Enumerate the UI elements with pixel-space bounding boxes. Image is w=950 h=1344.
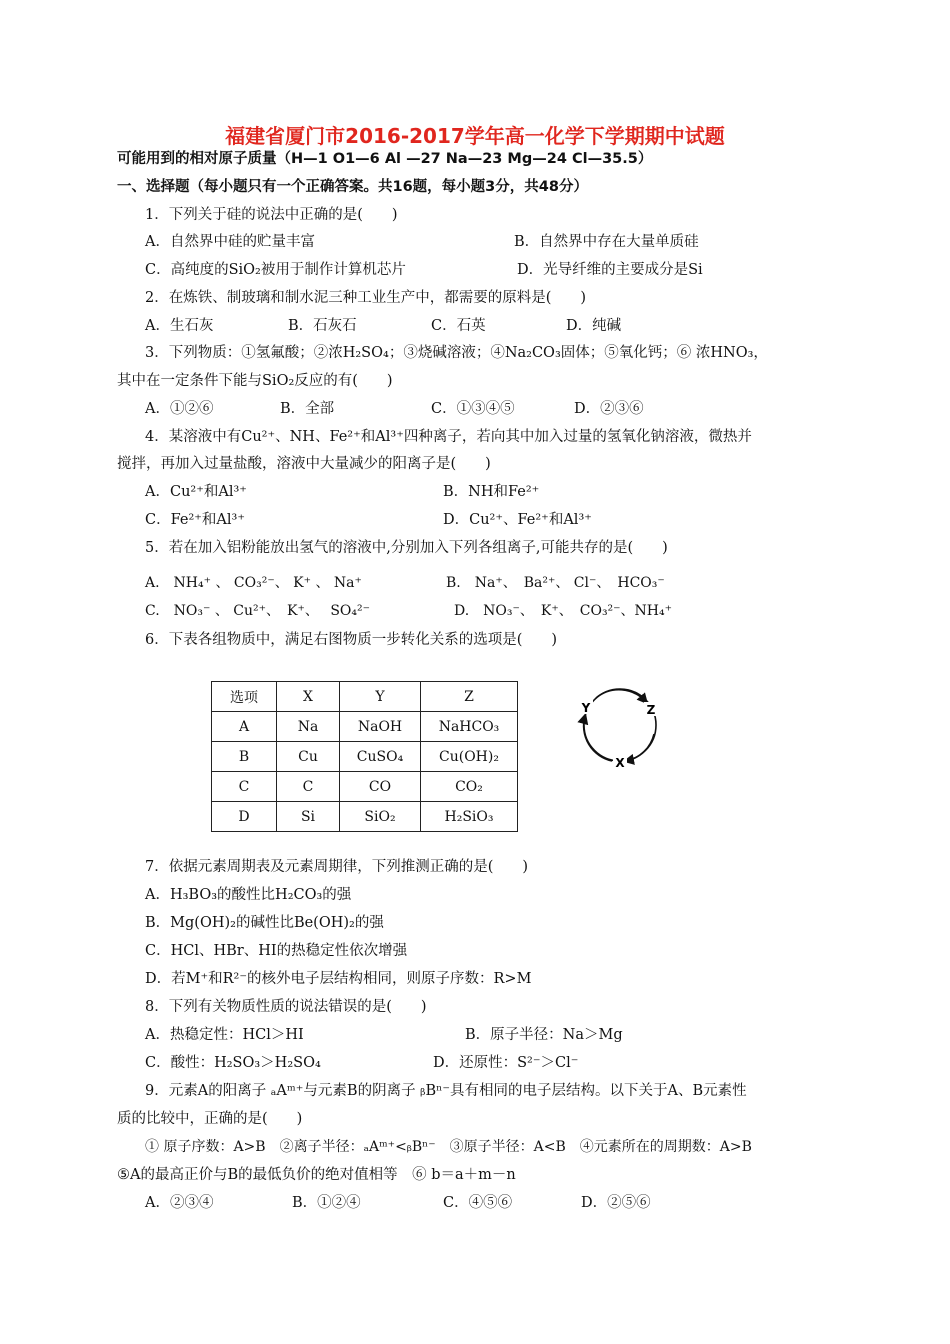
table-cell: D bbox=[212, 802, 277, 832]
q1-stem: 1．下列关于硅的说法中正确的是( ) bbox=[145, 207, 398, 223]
q3-option-a: A．①②⑥ bbox=[145, 401, 214, 417]
q8-stem: 8．下列有关物质性质的说法错误的是( ) bbox=[145, 999, 427, 1015]
q6-stem: 6．下表各组物质中，满足右图物质一步转化关系的选项是( ) bbox=[145, 632, 558, 648]
q5-option-c: C. NO₃⁻ 、 Cu²⁺、 K⁺、 SO₄²⁻ bbox=[145, 603, 371, 619]
node-z-label: Z bbox=[646, 703, 656, 717]
table-header-cell: Z bbox=[421, 682, 518, 712]
table-row bbox=[212, 802, 518, 832]
q8-option-c: C．酸性：H₂SO₃＞H₂SO₄ bbox=[145, 1055, 321, 1071]
table-header-row bbox=[212, 682, 518, 712]
table-row bbox=[212, 712, 518, 742]
q2-option-d: D．纯碱 bbox=[566, 318, 622, 334]
table-cell: CO₂ bbox=[421, 772, 518, 802]
atomic-masses-note: 可能用到的相对原子质量（H—1 O1—6 Al —27 Na—23 Mg—24 Cl—35.5） bbox=[117, 151, 653, 167]
q2-stem: 2．在炼铁、制玻璃和制水泥三种工业生产中，都需要的原料是( ) bbox=[145, 290, 587, 306]
table-cell: C bbox=[212, 772, 277, 802]
q4-option-c: C．Fe²⁺和Al³⁺ bbox=[145, 512, 245, 528]
arrow-y-to-z bbox=[596, 690, 646, 702]
q4-option-a: A．Cu²⁺和Al³⁺ bbox=[145, 484, 247, 500]
table-row bbox=[212, 742, 518, 772]
q3-option-d: D．②③⑥ bbox=[574, 401, 644, 417]
table-cell: NaHCO₃ bbox=[421, 712, 518, 742]
q9-statements-line2: ⑤A的最高正价与B的最低负价的绝对值相等 ⑥ b＝a＋m－n bbox=[117, 1167, 516, 1183]
q1-option-d: D．光导纤维的主要成分是Si bbox=[517, 262, 703, 278]
q3-stem-line1: 3．下列物质：①氢氟酸；②浓H₂SO₄；③烧碱溶液；④Na₂CO₃固体；⑤氧化钙；⑥ 浓HNO₃， bbox=[145, 345, 768, 361]
table-cell: Cu bbox=[277, 742, 340, 772]
q7-option-c: C．HCl、HBr、HI的热稳定性依次增强 bbox=[145, 943, 408, 959]
table-cell: NaOH bbox=[340, 712, 421, 742]
q7-option-a: A．H₃BO₃的酸性比H₂CO₃的强 bbox=[145, 887, 352, 903]
conversion-cycle-diagram bbox=[570, 686, 670, 772]
table-header-cell: X bbox=[277, 682, 340, 712]
q8-option-d: D．还原性：S²⁻＞Cl⁻ bbox=[433, 1055, 579, 1071]
q1-option-b: B．自然界中存在大量单质硅 bbox=[514, 234, 699, 250]
table-header-cell: 选项 bbox=[212, 682, 277, 712]
q9-statements-line1: ① 原子序数：A>B ②离子半径：ₐAᵐ⁺<ᵦBⁿ⁻ ③原子半径：A<B ④元素所在的周期数：A>B bbox=[145, 1139, 752, 1155]
q5-stem: 5．若在加入铝粉能放出氢气的溶液中,分别加入下列各组离子,可能共存的是( ) bbox=[145, 540, 668, 556]
table-cell: H₂SiO₃ bbox=[421, 802, 518, 832]
q4-stem-line2: 搅拌，再加入过量盐酸，溶液中大量减少的阳离子是( ) bbox=[117, 456, 491, 472]
q5-option-d: D. NO₃⁻、 K⁺、 CO₃²⁻、NH₄⁺ bbox=[454, 603, 673, 619]
q8-option-b: B．原子半径：Na＞Mg bbox=[465, 1027, 623, 1043]
q9-stem-line2: 质的比较中，正确的是( ) bbox=[117, 1111, 303, 1127]
page-title: 福建省厦门市2016-2017学年高一化学下学期期中试题 bbox=[225, 124, 725, 148]
q1-option-c: C．高纯度的SiO₂被用于制作计算机芯片 bbox=[145, 262, 406, 278]
q3-option-c: C．①③④⑤ bbox=[431, 401, 515, 417]
q3-option-b: B．全部 bbox=[280, 401, 335, 417]
q5-option-a: A. NH₄⁺ 、 CO₃²⁻、 K⁺ 、 Na⁺ bbox=[145, 575, 362, 591]
q9-option-c: C．④⑤⑥ bbox=[443, 1195, 513, 1211]
table-cell: B bbox=[212, 742, 277, 772]
q4-option-b: B．NH和Fe²⁺ bbox=[443, 484, 540, 500]
table-cell: CuSO₄ bbox=[340, 742, 421, 772]
q7-option-d: D．若M⁺和R²⁻的核外电子层结构相同，则原子序数：R>M bbox=[145, 971, 532, 987]
table-row bbox=[212, 772, 518, 802]
q2-option-b: B．石灰石 bbox=[288, 318, 357, 334]
q8-option-a: A．热稳定性：HCl＞HI bbox=[145, 1027, 304, 1043]
q9-option-a: A．②③④ bbox=[145, 1195, 214, 1211]
arrow-x-to-y bbox=[584, 716, 612, 761]
q2-option-a: A．生石灰 bbox=[145, 318, 214, 334]
table-cell: Si bbox=[277, 802, 340, 832]
q7-stem: 7．依据元素周期表及元素周期律，下列推测正确的是( ) bbox=[145, 859, 529, 875]
q7-option-b: B．Mg(OH)₂的碱性比Be(OH)₂的强 bbox=[145, 915, 384, 931]
q2-option-c: C．石英 bbox=[431, 318, 486, 334]
table-cell: CO bbox=[340, 772, 421, 802]
arrow-z-to-x bbox=[626, 734, 654, 761]
table-cell: SiO₂ bbox=[340, 802, 421, 832]
node-x-label: X bbox=[615, 756, 625, 770]
q1-option-a: A．自然界中硅的贮量丰富 bbox=[145, 234, 315, 250]
table-cell: C bbox=[277, 772, 340, 802]
table-cell: A bbox=[212, 712, 277, 742]
q3-stem-line2: 其中在一定条件下能与SiO₂反应的有( ) bbox=[117, 373, 393, 389]
q9-option-b: B．①②④ bbox=[292, 1195, 361, 1211]
q9-stem-line1: 9．元素A的阳离子 ₐAᵐ⁺与元素B的阴离子 ᵦBⁿ⁻具有相同的电子层结构。以下关于A、B元素性 bbox=[145, 1083, 747, 1099]
q4-stem-line1: 4．某溶液中有Cu²⁺、NH、Fe²⁺和Al³⁺四种离子，若向其中加入过量的氢氧化钠溶液，微热并 bbox=[145, 429, 752, 445]
table-cell: Na bbox=[277, 712, 340, 742]
q4-option-d: D．Cu²⁺、Fe²⁺和Al³⁺ bbox=[443, 512, 592, 528]
q5-option-b: B. Na⁺、 Ba²⁺、 Cl⁻、 HCO₃⁻ bbox=[446, 575, 665, 591]
node-y-label: Y bbox=[581, 701, 591, 715]
section-heading: 一、选择题（每小题只有一个正确答案。共16题，每小题3分，共48分） bbox=[117, 179, 588, 195]
q6-options-table bbox=[211, 681, 518, 832]
table-cell: Cu(OH)₂ bbox=[421, 742, 518, 772]
q9-option-d: D．②⑤⑥ bbox=[581, 1195, 651, 1211]
table-header-cell: Y bbox=[340, 682, 421, 712]
